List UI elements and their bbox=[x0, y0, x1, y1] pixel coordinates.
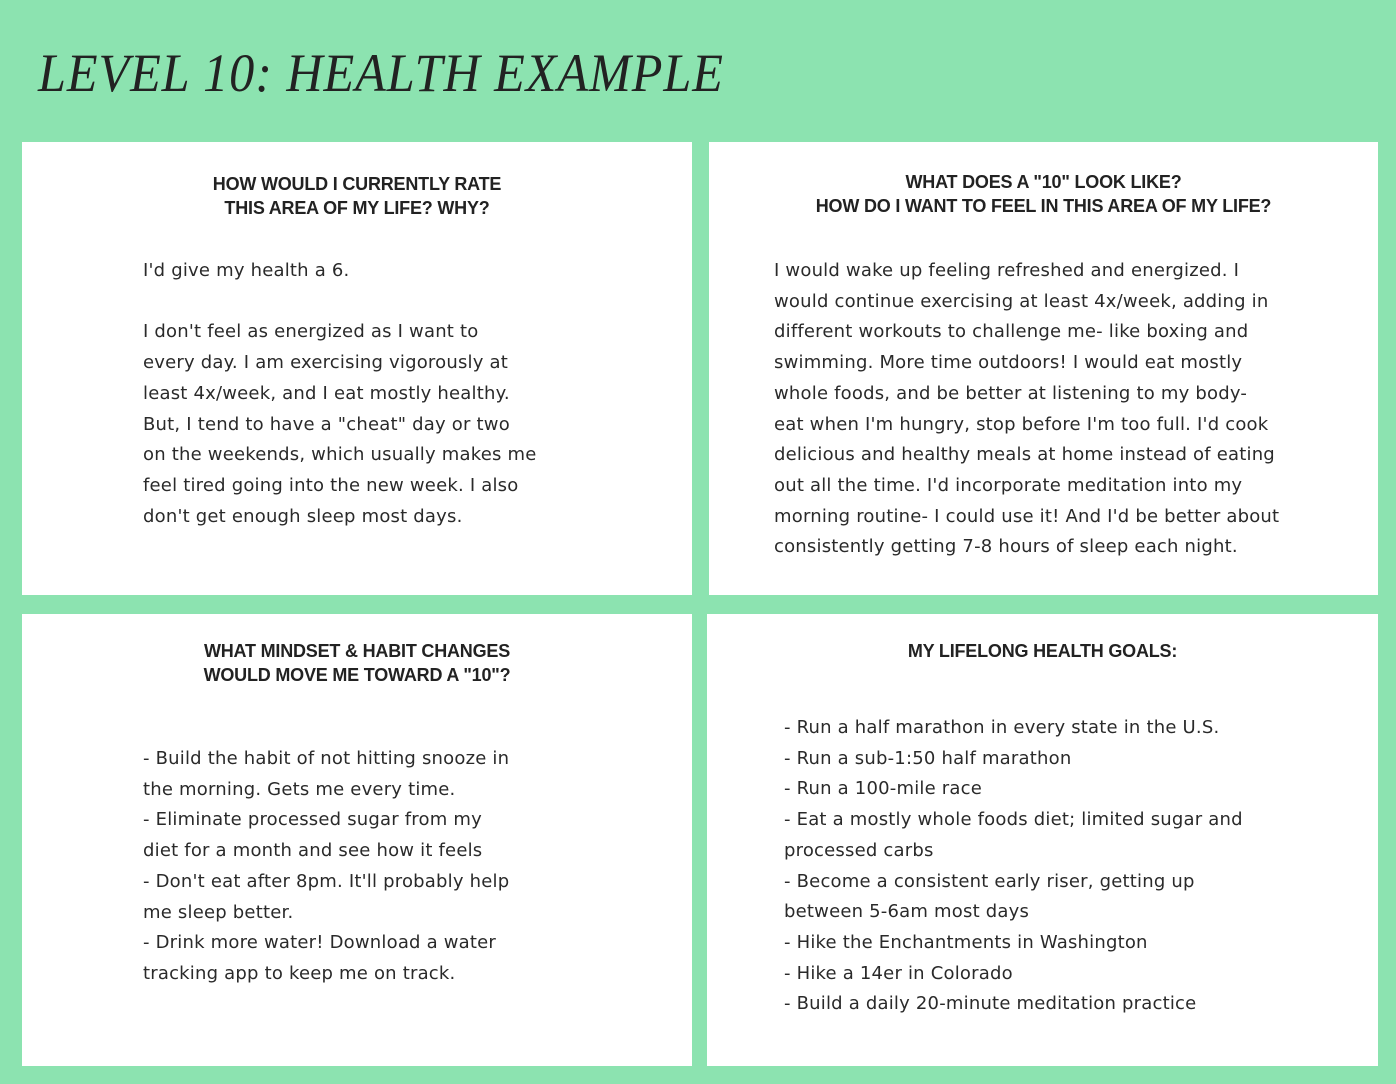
text-line: whole foods, and be better at listening to my body- bbox=[774, 382, 1248, 404]
list-item: diet for a month and see how it feels bbox=[143, 840, 483, 862]
panel-current-rating bbox=[22, 142, 692, 595]
list-item: - Build a daily 20-minute meditation practice bbox=[784, 993, 1197, 1015]
list-item: the morning. Gets me every time. bbox=[143, 778, 456, 800]
list-item: - Hike a 14er in Colorado bbox=[784, 962, 1013, 984]
heading-line: WHAT MINDSET & HABIT CHANGES bbox=[203, 641, 511, 661]
heading-line: HOW WOULD I CURRENTLY RATE bbox=[212, 174, 502, 194]
text-line: out all the time. I'd incorporate meditation into my bbox=[774, 474, 1243, 496]
heading-line: WOULD MOVE ME TOWARD A "10"? bbox=[203, 665, 511, 685]
list-item: processed carbs bbox=[784, 839, 934, 861]
panel-heading bbox=[22, 172, 692, 220]
list-item: - Eliminate processed sugar from my bbox=[143, 809, 482, 831]
panel-ten-vision bbox=[709, 142, 1378, 595]
text-line: eat when I'm hungry, stop before I'm too full. I'd cook bbox=[774, 413, 1269, 435]
heading-line: MY LIFELONG HEALTH GOALS: bbox=[907, 641, 1178, 661]
list-item: - Drink more water! Download a water bbox=[143, 932, 497, 954]
text-line: feel tired going into the new week. I also bbox=[143, 474, 519, 496]
panel-mindset-changes bbox=[22, 614, 692, 1066]
list-item: between 5-6am most days bbox=[784, 901, 1030, 923]
text-line: swimming. More time outdoors! I would eat mostly bbox=[774, 352, 1243, 374]
text-line: different workouts to challenge me- like boxing and bbox=[774, 321, 1249, 343]
panel-heading bbox=[707, 639, 1378, 663]
text-line: I would wake up feeling refreshed and energized. I bbox=[774, 260, 1240, 281]
heading-line: WHAT DOES A "10" LOOK LIKE? bbox=[905, 172, 1182, 192]
heading-line: THIS AREA OF MY LIFE? WHY? bbox=[224, 198, 490, 218]
list-item: - Run a half marathon in every state in the U.S. bbox=[784, 717, 1220, 738]
panel-body bbox=[774, 256, 1279, 563]
list-item: - Become a consistent early riser, getting up bbox=[784, 870, 1195, 892]
rating-statement: I'd give my health a 6. bbox=[143, 260, 350, 281]
text-line: least 4x/week, and I eat mostly healthy. bbox=[143, 382, 510, 404]
panel-body bbox=[784, 713, 1243, 1020]
panel-heading bbox=[709, 170, 1378, 218]
text-line: don't get enough sleep most days. bbox=[143, 505, 463, 527]
text-line: every day. I am exercising vigorously at bbox=[143, 352, 509, 374]
list-item: - Run a 100-mile race bbox=[784, 778, 982, 800]
text-line: would continue exercising at least 4x/week, adding in bbox=[774, 290, 1269, 312]
list-item: - Build the habit of not hitting snooze in bbox=[143, 748, 510, 769]
text-line: But, I tend to have a "cheat" day or two bbox=[143, 413, 510, 435]
text-line: on the weekends, which usually makes me bbox=[143, 444, 537, 466]
panel-body bbox=[143, 744, 509, 990]
list-item: me sleep better. bbox=[143, 901, 294, 923]
text-line: I don't feel as energized as I want to bbox=[143, 321, 479, 343]
list-item: tracking app to keep me on track. bbox=[143, 962, 456, 984]
list-item: - Don't eat after 8pm. It'll probably help bbox=[143, 870, 510, 892]
heading-line: HOW DO I WANT TO FEEL IN THIS AREA OF MY LIFE? bbox=[815, 196, 1272, 216]
list-item: - Run a sub-1:50 half marathon bbox=[784, 747, 1072, 769]
panel-body bbox=[143, 256, 536, 532]
list-item: - Eat a mostly whole foods diet; limited sugar and bbox=[784, 809, 1243, 831]
list-item: - Hike the Enchantments in Washington bbox=[784, 931, 1148, 953]
text-line: delicious and healthy meals at home instead of eating bbox=[774, 444, 1275, 466]
text-line: consistently getting 7-8 hours of sleep each night. bbox=[774, 536, 1238, 558]
text-line: morning routine- I could use it! And I'd be better about bbox=[774, 505, 1280, 527]
page-title: LEVEL 10: HEALTH EXAMPLE bbox=[38, 43, 724, 103]
panel-heading bbox=[22, 639, 692, 687]
panel-lifelong-goals bbox=[707, 614, 1378, 1066]
